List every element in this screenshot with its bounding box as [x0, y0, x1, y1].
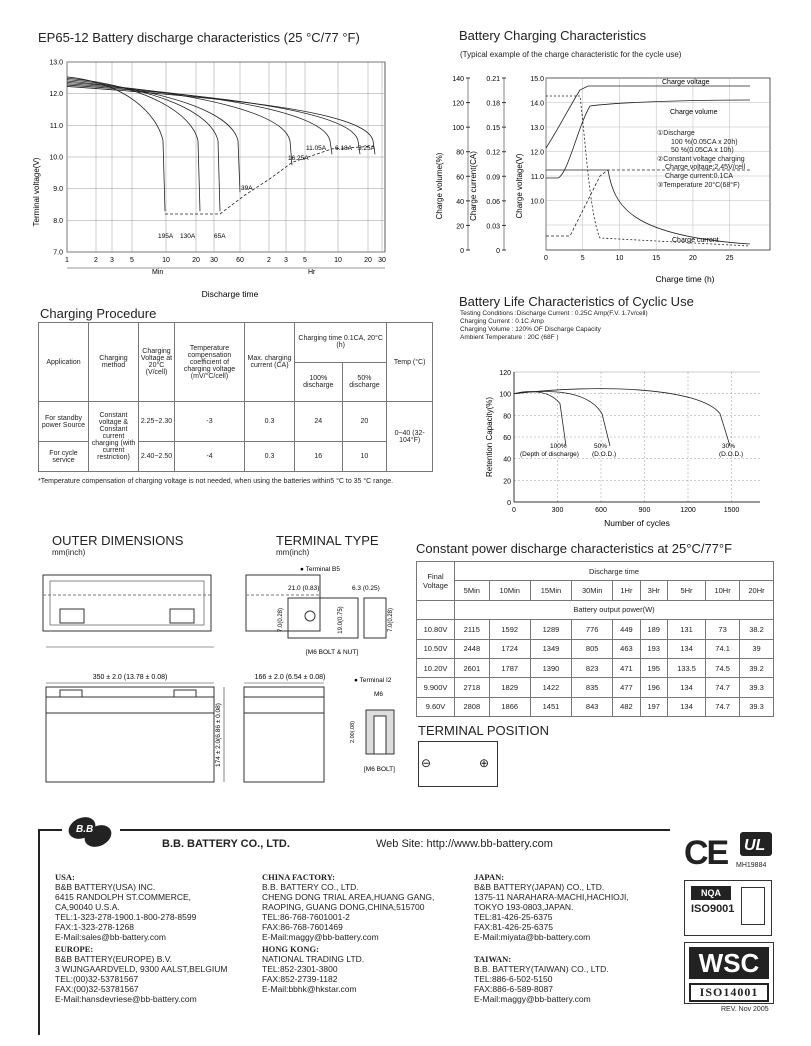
svg-text:[M6 BOLT]: [M6 BOLT] — [364, 766, 395, 773]
power-cell: 843 — [572, 697, 613, 716]
charging-xtick: 0 — [544, 255, 548, 262]
legend-6: Charge current:0.1CA — [665, 172, 734, 180]
revision: REV. Nov 2005 — [721, 1006, 769, 1013]
power-col-header: 30Min — [572, 581, 613, 600]
cur-tick: 0.18 — [486, 100, 500, 108]
discharge-xtick-min: 1 — [65, 257, 69, 264]
charge-current-label: Charge current(CA) — [469, 151, 478, 221]
cur-tick: 0.12 — [486, 149, 500, 157]
volt-tick: 15.0 — [530, 76, 544, 83]
power-cell: 823 — [572, 658, 613, 677]
life-conditions: Testing Conditions :Discharge Current : 0.25C Amp(F.V. 1.7v/cell) Charging Current : 0.1C Amp Charging Volume : 120% OF Discharge Capacity Ambient Temperature : 20C (68F ) — [460, 310, 648, 341]
power-cell: 482 — [613, 697, 640, 716]
discharge-curve-label: 6.18A — [335, 145, 352, 152]
svg-text:● Terminal B5: ● Terminal B5 — [300, 566, 340, 573]
power-col-header: 5Min — [455, 581, 490, 600]
life-ytick: 20 — [503, 478, 511, 486]
charging-xtick: 5 — [580, 255, 585, 262]
vol-tick: 60 — [456, 174, 464, 182]
cur-tick: 0.06 — [486, 198, 500, 206]
discharge-curve-label: 3.25A — [358, 145, 375, 152]
power-table: Final Voltage Discharge time 5Min 10Min 15Min 30Min 1Hr 3Hr 5Hr 10Hr 20Hr Battery output power(W) 10.80V 2115 1592 1289 776 449 189 131 73 38.2 10.50V 2448 1724 1349 805 463 193 134 74.1 39 10.20V 2601 1787 1390 823 471 195 133.5 74.5 39.2 9.900V 2718 1829 1422 835 477 196 134 74.7 39.3 9.60V 2808 1866 1451 843 482 197 134 74.7 39.3 — [416, 561, 774, 717]
voltage-label: Charge voltage — [662, 79, 710, 86]
svg-text:UL: UL — [744, 837, 766, 854]
power-cell: 1349 — [530, 639, 571, 658]
power-col-header: 10Hr — [706, 581, 740, 600]
unit-min: Min — [152, 269, 164, 276]
life-ytick: 100 — [499, 391, 511, 399]
life-xtick: 300 — [551, 507, 564, 514]
power-cell: 449 — [613, 620, 640, 639]
life-label: 30% — [722, 443, 736, 450]
discharge-curve — [67, 84, 332, 155]
power-cell: 2115 — [455, 620, 490, 639]
cur-tick: 0.03 — [486, 223, 500, 231]
power-cell: 10.80V — [417, 620, 455, 639]
power-col-header: 15Min — [530, 581, 571, 600]
life-label: 100% — [550, 443, 567, 450]
volt-tick: 14.0 — [530, 100, 544, 108]
svg-text:● Terminal I2: ● Terminal I2 — [354, 677, 392, 684]
discharge-curve-label: 39A — [241, 185, 253, 192]
volt-tick: 13.0 — [530, 125, 544, 132]
svg-text:7.0(0.28): 7.0(0.28) — [278, 607, 284, 633]
discharge-ytick: 10.0 — [49, 154, 63, 162]
vol-tick: 100 — [452, 125, 464, 133]
life-xtick: 1500 — [723, 507, 740, 514]
procedure-title: Charging Procedure — [40, 306, 157, 321]
volt-tick: 11.0 — [530, 174, 544, 181]
power-cell: 2718 — [455, 678, 490, 697]
discharge-curve-label: 65A — [214, 233, 226, 240]
discharge-xtick-min: 60 — [236, 257, 244, 264]
power-cell: 39.2 — [740, 658, 774, 677]
mh-number: MH19884 — [736, 862, 767, 869]
charging-xtick: 20 — [689, 255, 697, 262]
power-cell: 10.20V — [417, 658, 455, 677]
vol-tick: 20 — [456, 223, 464, 231]
svg-text:M6: M6 — [374, 691, 384, 698]
minus-terminal: ⊖ — [421, 756, 432, 770]
terminal-type-unit: mm(inch) — [276, 548, 310, 557]
discharge-curve — [67, 85, 360, 154]
life-title: Battery Life Characteristics of Cyclic Use — [459, 294, 694, 309]
power-cell: 193 — [640, 639, 667, 658]
vol-tick: 0 — [460, 248, 464, 255]
power-cell: 74.7 — [706, 697, 740, 716]
charging-xtick: 15 — [652, 255, 661, 262]
svg-text:6.3 (0.25): 6.3 (0.25) — [352, 585, 380, 592]
vol-tick: 120 — [452, 100, 464, 108]
unit-hr: Hr — [308, 269, 316, 276]
charging-xlabel: Charge time (h) — [655, 274, 715, 284]
cur-tick: 0.15 — [486, 125, 500, 133]
power-cell: 1289 — [530, 620, 571, 639]
power-row — [417, 620, 774, 639]
power-cell: 73 — [706, 620, 740, 639]
discharge-xlabel: Discharge time — [201, 289, 259, 299]
outer-drawings — [38, 565, 263, 790]
discharge-ytick: 12.0 — [49, 91, 63, 99]
ukas-icon — [741, 887, 765, 925]
power-cell: 74.1 — [706, 639, 740, 658]
svg-text:B.B: B.B — [76, 824, 94, 835]
outer-title: OUTER DIMENSIONS — [52, 533, 184, 548]
outer-unit: mm(inch) — [52, 548, 86, 557]
power-cell: 39 — [740, 639, 774, 658]
power-cell: 134 — [667, 678, 705, 697]
svg-text:7.0(0.28): 7.0(0.28) — [388, 607, 394, 633]
power-cell: 477 — [613, 678, 640, 697]
power-cell: 10.50V — [417, 639, 455, 658]
website[interactable]: Web Site: http://www.bb-battery.com — [376, 838, 553, 850]
power-cell: 39.3 — [740, 678, 774, 697]
discharge-ylabel: Terminal voltage(V) — [32, 157, 41, 227]
discharge-curve-label: 16.25A — [288, 155, 309, 162]
ul-mark — [738, 830, 778, 858]
china-col: CHINA FACTORY: B.B. BATTERY CO., LTD. CHENG DONG TRIAL AREA,HUANG GANG, RAOPING, GUANG DONG,CHINA,515700 TEL:86-768-7601001-2 FAX:86-768-7601469 E-Mail:maggy@bb-battery.com HONG KONG: NATIONAL TRADING LTD. TEL:852-2301-3800 FAX:852-2739-1182 E-Mail:bbhk@hkstar.com — [262, 872, 435, 994]
discharge-xtick-hr: 5 — [303, 257, 307, 264]
dim-length: 350 ± 2.0 (13.78 ± 0.08) — [92, 674, 168, 681]
power-cell: 131 — [667, 620, 705, 639]
charge-volume-label: Charge volume(%) — [435, 152, 444, 220]
endpoint-line — [165, 146, 375, 214]
power-cell: 471 — [613, 658, 640, 677]
legend-4: ②Constant voltage charging — [657, 155, 745, 163]
power-cell: 133.5 — [667, 658, 705, 677]
legend-1: ①Discharge — [657, 130, 695, 137]
svg-text:19.0(0.75): 19.0(0.75) — [338, 606, 344, 634]
charging-subtitle: (Typical example of the charge characteristic for the cycle use) — [460, 50, 682, 59]
power-cell: 195 — [640, 658, 667, 677]
ce-mark: CE — [684, 834, 728, 872]
discharge-ytick: 7.0 — [53, 249, 63, 257]
wsc-badge: WSC ISO14001 — [684, 942, 774, 1004]
discharge-xtick-min: 30 — [210, 257, 218, 264]
power-col-header: 1Hr — [613, 581, 640, 600]
vol-tick: 140 — [452, 76, 464, 83]
discharge-xtick-min: 20 — [192, 257, 200, 264]
power-cell: 835 — [572, 678, 613, 697]
life-curve-100 — [514, 392, 566, 446]
life-label: (Depth of discharge) — [520, 451, 579, 458]
svg-text:21.0 (0.83): 21.0 (0.83) — [288, 585, 320, 592]
discharge-xtick-hr: 10 — [334, 257, 342, 264]
power-title: Constant power discharge characteristics at 25°C/77°F — [416, 541, 733, 556]
power-cell: 1422 — [530, 678, 571, 697]
power-cell: 1787 — [489, 658, 530, 677]
discharge-xtick-hr: 3 — [284, 257, 288, 264]
power-col-header: 3Hr — [640, 581, 667, 600]
discharge-xtick-min: 3 — [110, 257, 114, 264]
power-cell: 189 — [640, 620, 667, 639]
power-cell: 1724 — [489, 639, 530, 658]
power-cell: 74.7 — [706, 678, 740, 697]
power-cell: 805 — [572, 639, 613, 658]
discharge-curve-label: 130A — [180, 233, 196, 240]
charging-title: Battery Charging Characteristics — [459, 28, 647, 43]
legend-3: 50 %(0.05CA x 10h) — [671, 147, 734, 155]
procedure-note: *Temperature compensation of charging voltage is not needed, when using the batteries within5 °C to 35 °C range. — [38, 478, 394, 485]
power-cell: 74.5 — [706, 658, 740, 677]
life-label: (D.O.D.) — [592, 451, 617, 458]
terminal-position-box — [418, 741, 498, 787]
discharge-xtick-hr: 20 — [364, 257, 372, 264]
life-ytick: 40 — [503, 456, 511, 464]
discharge-curve — [67, 78, 200, 211]
power-col-header: 10Min — [489, 581, 530, 600]
discharge-curves — [67, 77, 376, 240]
iso9001-badge: NQA ISO9001 — [684, 880, 772, 936]
discharge-xtick-hr: 2 — [267, 257, 271, 264]
vol-tick: 80 — [456, 149, 464, 157]
discharge-ytick: 13.0 — [49, 59, 63, 67]
discharge-title: EP65-12 Battery discharge characteristics (25 °C/77 °F) — [38, 30, 360, 45]
cur-tick: 0 — [496, 248, 500, 255]
power-cell: 2601 — [455, 658, 490, 677]
power-cell: 1866 — [489, 697, 530, 716]
cur-tick: 0.21 — [486, 76, 500, 83]
dim-width: 166 ± 2.0 (6.54 ± 0.08) — [254, 674, 326, 681]
power-row — [417, 658, 774, 677]
power-cell: 1390 — [530, 658, 571, 677]
legend-2: 100 %(0.05CA x 20h) — [671, 138, 738, 146]
power-row — [417, 639, 774, 658]
life-label: (D.O.D.) — [719, 451, 744, 458]
terminal-position-title: TERMINAL POSITION — [418, 723, 549, 738]
life-ylabel: Retention Capacity(%) — [485, 396, 494, 478]
current-label: Charge current — [672, 237, 719, 244]
terminal-drawings — [270, 560, 410, 780]
power-cell: 776 — [572, 620, 613, 639]
power-cell: 1592 — [489, 620, 530, 639]
terminal-type-title: TERMINAL TYPE — [276, 533, 379, 548]
svg-text:2.00(.08): 2.00(.08) — [350, 720, 356, 744]
life-xtick: 1200 — [680, 507, 696, 514]
power-cell: 9.60V — [417, 697, 455, 716]
power-cell: 9.900V — [417, 678, 455, 697]
life-label: 50% — [594, 443, 608, 450]
life-ytick: 0 — [507, 500, 511, 507]
company-name: B.B. BATTERY CO., LTD. — [162, 838, 290, 850]
life-ytick: 80 — [503, 413, 511, 421]
power-cell: 2808 — [455, 697, 490, 716]
cur-tick: 0.09 — [486, 174, 500, 182]
power-col-header: 20Hr — [740, 581, 774, 600]
power-cell: 463 — [613, 639, 640, 658]
power-row — [417, 697, 774, 716]
discharge-curve-label: 195A — [158, 233, 174, 240]
japan-col: JAPAN: B&B BATTERY(JAPAN) CO., LTD. 1375-11 NARAHARA-MACHI,HACHIOJI, TOKYO 193-0803,JAPAN. TEL:81-426-25-6375 FAX:81-426-25-6375 E-Mail:miyata@bb-battery.com TAIWAN: B.B. BATTERY(TAIWAN) CO., LTD. TEL:886-6-502-5150 FAX:886-6-589-8087 E-Mail:maggy@bb-battery.com — [474, 872, 629, 1004]
charge-voltage-label: Charge voltage(V) — [515, 153, 524, 219]
power-cell: 134 — [667, 639, 705, 658]
life-ytick: 120 — [499, 370, 511, 377]
discharge-ytick: 8.0 — [53, 217, 63, 225]
charging-legend — [657, 130, 745, 190]
life-curves — [514, 389, 743, 458]
legend-7: ③Temperature 20°C(68°F) — [657, 181, 740, 189]
life-xtick: 600 — [595, 507, 607, 514]
power-cell: 1829 — [489, 678, 530, 697]
legend-5: Charge voltage:2.45V/cell — [665, 164, 746, 172]
discharge-xtick-min: 2 — [94, 257, 98, 264]
life-chart — [480, 362, 770, 532]
svg-text:[M6 BOLT & NUT]: [M6 BOLT & NUT] — [306, 649, 359, 656]
procedure-table: Application Charging method Charging Voltage at 20°C (V/cell) Temperature compensation coefficient of charging voltage (mV/°C/cell) Max. charging current (CA) Charging time 0.1CA, 20°C (h) Temp (°C) 100% discharge 50% discharge For standby power Source Constant voltage & Constant current charging (with current restriction) 2.25~2.30 -3 0.3 24 20 0~40 (32-104°F) For cycle service 2.40~2.50 -4 0.3 16 10 — [38, 322, 433, 472]
dim-height: 174 ± 2.0(6.86 ± 0.08) — [215, 703, 222, 767]
power-row — [417, 678, 774, 697]
volume-label: Charge volume — [670, 109, 718, 116]
discharge-xtick-min: 5 — [130, 257, 134, 264]
volt-tick: 10.0 — [530, 198, 544, 206]
discharge-ytick: 9.0 — [53, 186, 63, 194]
power-cell: 196 — [640, 678, 667, 697]
life-curve-30 — [514, 389, 730, 446]
plus-terminal: ⊕ — [479, 756, 490, 770]
discharge-xtick-hr: 30 — [378, 257, 386, 264]
power-cell: 38.2 — [740, 620, 774, 639]
power-cell: 39.3 — [740, 697, 774, 716]
discharge-curve-label: 11.05A — [306, 145, 327, 152]
power-cell: 197 — [640, 697, 667, 716]
life-xtick: 900 — [638, 507, 651, 514]
life-xtick: 0 — [512, 507, 516, 514]
discharge-chart — [30, 52, 395, 302]
discharge-xtick-min: 10 — [162, 257, 170, 264]
bb-logo — [62, 810, 120, 852]
vol-tick: 40 — [456, 198, 464, 206]
discharge-ytick: 11.0 — [49, 122, 63, 130]
power-col-header: 5Hr — [667, 581, 705, 600]
charging-xtick: 25 — [725, 255, 734, 262]
life-xlabel: Number of cycles — [604, 518, 670, 528]
volt-tick: 12.0 — [530, 149, 544, 157]
charging-xtick: 10 — [615, 255, 624, 262]
life-ytick: 60 — [503, 435, 511, 442]
power-cell: 134 — [667, 697, 705, 716]
power-cell: 1451 — [530, 697, 571, 716]
usa-col: USA: B&B BATTERY(USA) INC. 6415 RANDOLPH ST.COMMERCE, CA,90040 U.S.A. TEL:1-323-278-1900.1-800-278-8599 FAX:1-323-278-1268 E-Mail:sales@bb-battery.com EUROPE: B&B BATTERY(EUROPE) B.V. 3 WIJNGAARDVELD, 9300 AALST,BELGIUM TEL:(00)32-53781567 FAX:(00)32-53781567 E-Mail:hansdevriese@bb-battery.com — [55, 872, 228, 1004]
discharge-curve — [67, 80, 220, 212]
power-cell: 2448 — [455, 639, 490, 658]
